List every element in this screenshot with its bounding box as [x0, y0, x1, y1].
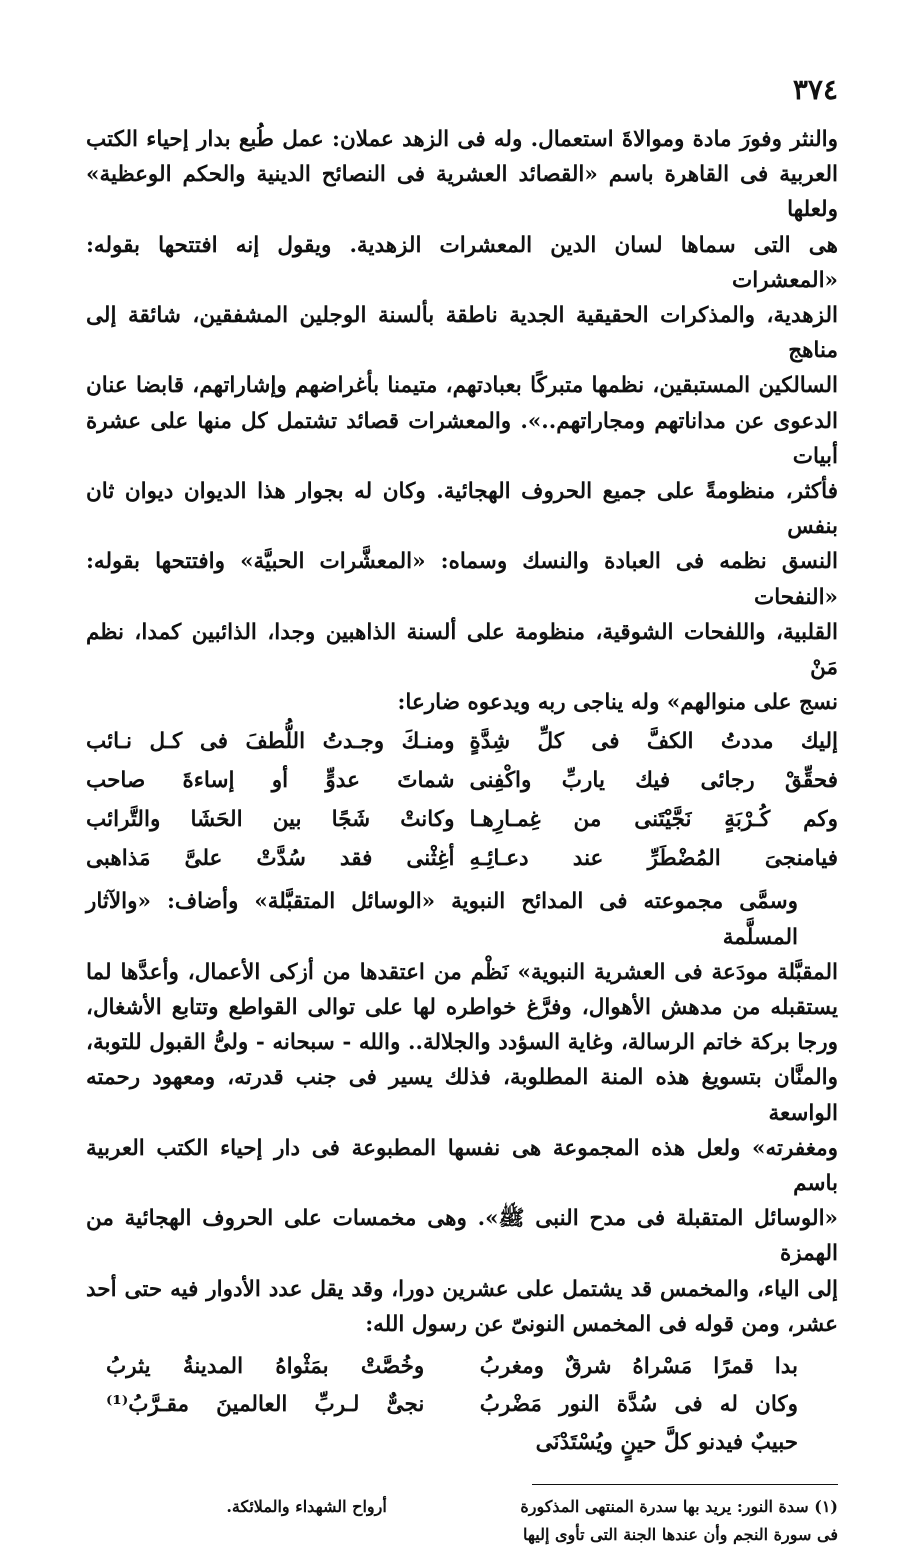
poem-2: [106, 1348, 798, 1462]
footnote-text: (١) سدة النور: يريد بها سدرة المنتهى المذكورة: [520, 1497, 838, 1517]
text-line: النسق نظمه فى العبادة والنسك وسماه: «المعشَّرات الحبيَّة» وافتتحها بقوله: «النفحات: [86, 549, 838, 610]
verse-row: [86, 722, 838, 761]
text-line: والنثر وفورَ مادة وموالاةَ استعمال. وله فى الزهد عملان: عمل طُبع بدار إحياء الكتب: [86, 127, 838, 152]
text-line: يستقبله من مدهش الأهوال، وفرَّغ خواطره لها على توالى القواطع وتتابع الأشغال،: [86, 995, 838, 1021]
poem-1: [86, 722, 838, 878]
verse-second-hemistich: ومنـكَ وجـدتُ اللُّطفَ فى كـل نـائب: [86, 729, 455, 755]
footnote-text: أرواح الشهداء والملائكة.: [226, 1497, 387, 1517]
text-line: السالكين المستبقين، نظمها متبركًا بعبادتهم، متيمنا بأغراضهم وإشاراتهم، قابضا عنان: [86, 373, 838, 399]
verse-first-hemistich: وكم كُـرْبَةٍ نَجَّيْتَنى من غِمـارِهـا: [469, 807, 838, 833]
verse-second-hemistich: وخُصَّتْ بمَثْواهُ المدينةُ يثربُ: [106, 1354, 425, 1380]
paragraph-1: [86, 122, 838, 720]
verse-first-hemistich: بدا قمرًا مَسْراهُ شرقٌ ومغربُ: [479, 1354, 798, 1380]
text-line: إلى الياء، والمخمس قد يشتمل على عشرين دورا، وقد يقل عدد الأدوار فيه حتى أحد: [86, 1276, 838, 1302]
text-line: ورجا بركة خاتم الرسالة، وغاية السؤدد والجلالة.. والله - سبحانه - ولىُّ القبول للتوبة،: [86, 1030, 838, 1056]
text-line: عشر، ومن قوله فى المخمس النونىّ عن رسول الله:: [365, 1311, 838, 1337]
text-line: نسج على منوالهم» وله يناجى ربه ويدعوه ضارعا:: [397, 690, 838, 716]
text-line: فأكثر، منظومةً على جميع الحروف الهجائية. وكان له بجوار هذا الديوان ديوان ثان بنفس: [86, 479, 838, 540]
verse-row: [106, 1386, 798, 1424]
verse-second-hemistich: نجىٌّ لـربِّ العالمينَ مقـرَّبُ⁽¹⁾: [106, 1392, 425, 1418]
verse-first-hemistich: إليك مددتُ الكفَّ فى كلِّ شِدَّةٍ: [469, 729, 838, 755]
verse-second-hemistich: وكانتْ شَجًا بين الحَشَا والتَّرائب: [86, 807, 455, 833]
text-line: «الوسائل المتقبلة فى مدح النبى ﷺ». وهى مخمسات على الحروف الهجائية من الهمزة: [86, 1206, 838, 1267]
verse-first-hemistich: فيامنجىَ المُضْطَرِّ عند دعـائِـهِ: [469, 846, 838, 872]
verse-row: [106, 1348, 798, 1386]
text-line: المقبَّلة مودَعة فى العشرية النبوية» نَظْم من اعتقدها من أزكى الأعمال، وأعدَّها لما: [86, 959, 838, 985]
text-line: وسمَّى مجموعته فى المدائح النبوية «الوسائل المتقبَّلة» وأضاف: «والآثار المسلَّمة: [86, 889, 798, 950]
text-line: العربية فى القاهرة باسم «القصائد العشرية فى النصائح الدينية والحكم الوعظية» ولعلها: [86, 162, 838, 223]
footnote-text: فى سورة النجم وأن عندها الجنة التى تأوى إليها: [523, 1525, 838, 1545]
verse-second-hemistich: أغِثْنى فقد سُدَّتْ علىَّ مَذاهبى: [86, 846, 455, 872]
page-number: ٣٧٤: [792, 73, 838, 106]
verse-second-hemistich: شماتَ عدوٍّ أو إساءةَ صاحب: [86, 768, 455, 794]
text-line: هى التى سماها لسان الدين المعشرات الزهدية. ويقول إنه افتتحها بقوله: «المعشرات: [86, 232, 838, 293]
footnotes: [86, 1493, 838, 1549]
text-line: الدعوى عن مداناتهم ومجاراتهم..». والمعشرات قصائد تشتمل كل منها على عشرة أبيات: [86, 408, 838, 469]
text-line: القلبية، واللفحات الشوقية، منظومة على ألسنة الذاهبين وجدا، الذائبين كمدا، نظم مَنْ: [86, 619, 838, 681]
text-line: ومغفرته» ولعل هذه المجموعة هى نفسها المطبوعة فى دار إحياء الكتب العربية باسم: [86, 1135, 838, 1197]
paragraph-2: [86, 884, 838, 1342]
verse-single-line: حبيبٌ فيدنو كلَّ حينٍ ويُسْتَدْنَى: [535, 1430, 798, 1456]
verse-row: [86, 800, 838, 839]
footnote-divider: [532, 1484, 838, 1485]
text-line: الزهدية، والمذكرات الحقيقية الجدية ناطقة بألسنة الوجلين المشفقين، شائقة إلى مناهج: [86, 303, 838, 364]
footnote-row: [86, 1493, 838, 1521]
verse-row: [86, 761, 838, 800]
verse-first-hemistich: وكان له فى سُدَّة النور مَضْربُ: [479, 1392, 798, 1418]
text-line: والمنَّان بتسويغ هذه المنة المطلوبة، فذلك يسير فى جنب قدرته، ومعهود رحمته الواسعة: [86, 1065, 838, 1126]
verse-row: [86, 839, 838, 878]
verse-first-hemistich: فحقِّقْ رجائى فيك ياربِّ واكْفِنى: [469, 768, 838, 794]
footnote-row: [86, 1521, 838, 1549]
